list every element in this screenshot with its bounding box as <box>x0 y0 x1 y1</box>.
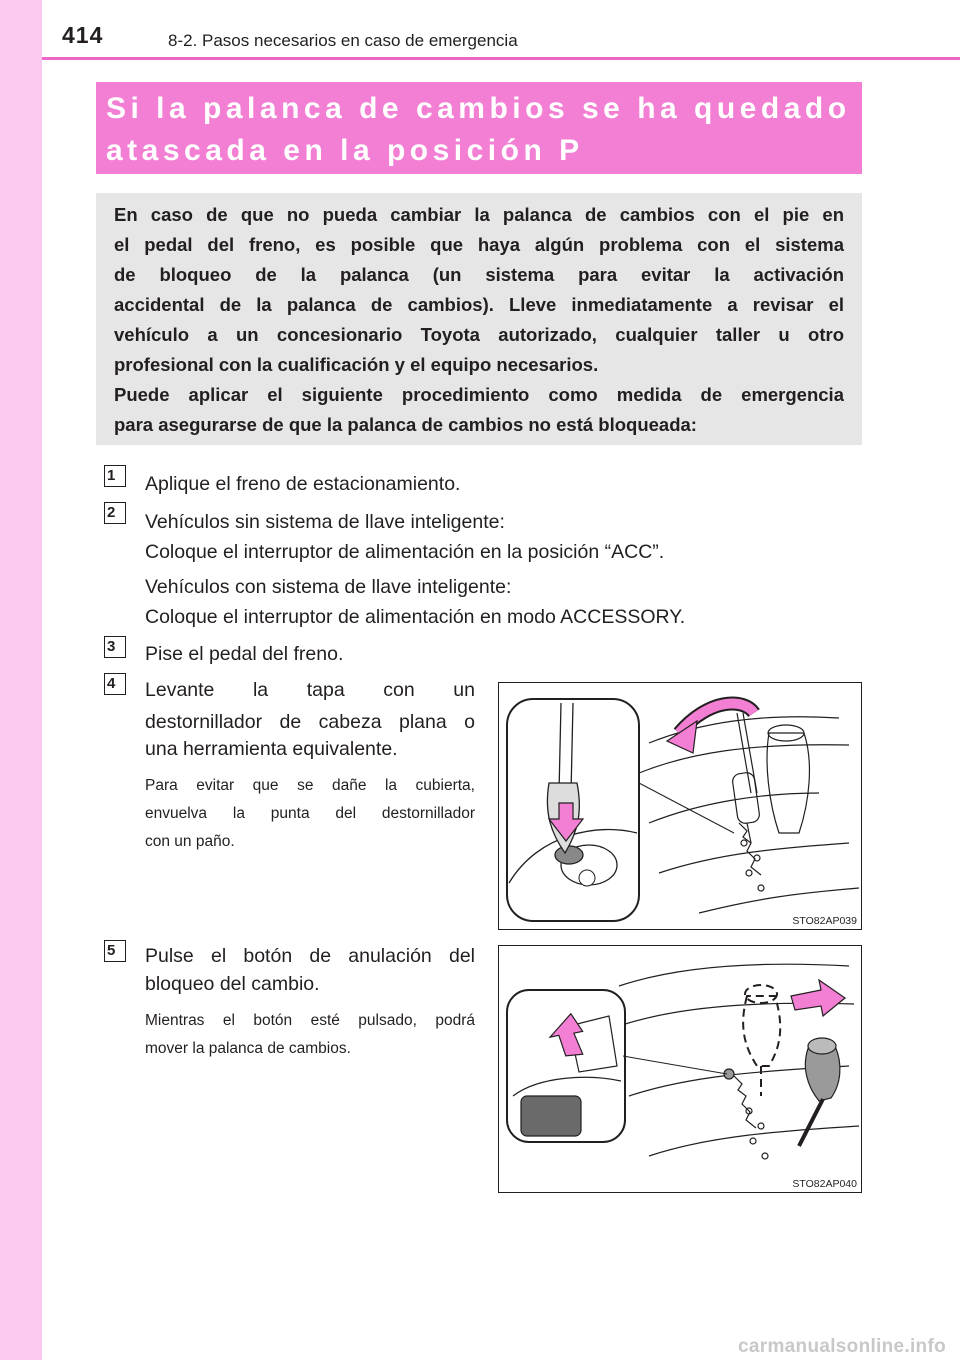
step-4-badge: 4 <box>104 673 126 695</box>
step-2-line-2: Coloque el interruptor de alimentación en la posición “ACC”. <box>145 541 665 563</box>
figure-screwdriver-cover <box>498 682 862 930</box>
intro-line: vehículo a un concesionario Toyota autorizado, cualquier taller u otro <box>114 324 844 345</box>
figure-code: STO82AP039 <box>792 915 857 927</box>
step-4-note-2: envuelva la punta del destornillador <box>145 805 475 822</box>
step-5-line-1: Pulse el botón de anulación del <box>145 945 475 967</box>
intro-box <box>96 193 862 445</box>
step-5-badge: 5 <box>104 940 126 962</box>
section-title-line-2: atascada en la posición P <box>106 134 584 167</box>
page-number: 414 <box>62 22 104 48</box>
step-5-line-2: bloqueo del cambio. <box>145 973 320 995</box>
side-color-strip <box>0 0 42 1360</box>
figure-code: STO82AP040 <box>792 1178 857 1190</box>
step-4-note-3: con un paño. <box>145 833 235 850</box>
step-4-line-3: una herramienta equivalente. <box>145 738 398 760</box>
shift-lock-release-illustration <box>499 946 862 1193</box>
step-2-badge: 2 <box>104 502 126 524</box>
intro-line: para asegurarse de que la palanca de cambios no está bloqueada: <box>114 414 697 435</box>
step-3-text: Pise el pedal del freno. <box>145 643 344 665</box>
chapter-title: 8-2. Pasos necesarios en caso de emergencia <box>168 31 518 50</box>
step-4-note-1: Para evitar que se dañe la cubierta, <box>145 777 475 794</box>
step-2-line-1: Vehículos sin sistema de llave inteligente: <box>145 511 505 533</box>
screwdriver-cover-illustration <box>499 683 862 930</box>
intro-line: Puede aplicar el siguiente procedimiento como medida de emergencia <box>114 384 844 405</box>
watermark: carmanualsonline.info <box>738 1336 946 1357</box>
step-5-note-1: Mientras el botón esté pulsado, podrá <box>145 1012 475 1029</box>
step-1-text: Aplique el freno de estacionamiento. <box>145 473 461 495</box>
header-rule <box>42 57 960 60</box>
step-1-badge: 1 <box>104 465 126 487</box>
intro-line: En caso de que no pueda cambiar la palanca de cambios con el pie en <box>114 204 844 225</box>
step-5-note-2: mover la palanca de cambios. <box>145 1040 351 1057</box>
section-title-line-1: Si la palanca de cambios se ha quedado <box>106 92 851 125</box>
step-4-line-2: destornillador de cabeza plana o <box>145 711 475 733</box>
step-2-line-3: Vehículos con sistema de llave inteligente: <box>145 576 512 598</box>
figure-shift-lock-release <box>498 945 862 1193</box>
intro-line: de bloqueo de la palanca (un sistema para evitar la activación <box>114 264 844 285</box>
step-3-badge: 3 <box>104 636 126 658</box>
step-2-line-4: Coloque el interruptor de alimentación en modo ACCESSORY. <box>145 606 686 628</box>
intro-line: profesional con la cualificación y el equipo necesarios. <box>114 354 599 375</box>
intro-line: el pedal del freno, es posible que haya algún problema con el sistema <box>114 234 844 255</box>
step-4-line-1: Levante la tapa con un <box>145 679 475 701</box>
section-title-box <box>96 82 862 174</box>
intro-line: accidental de la palanca de cambios). Lleve inmediatamente a revisar el <box>114 294 844 315</box>
